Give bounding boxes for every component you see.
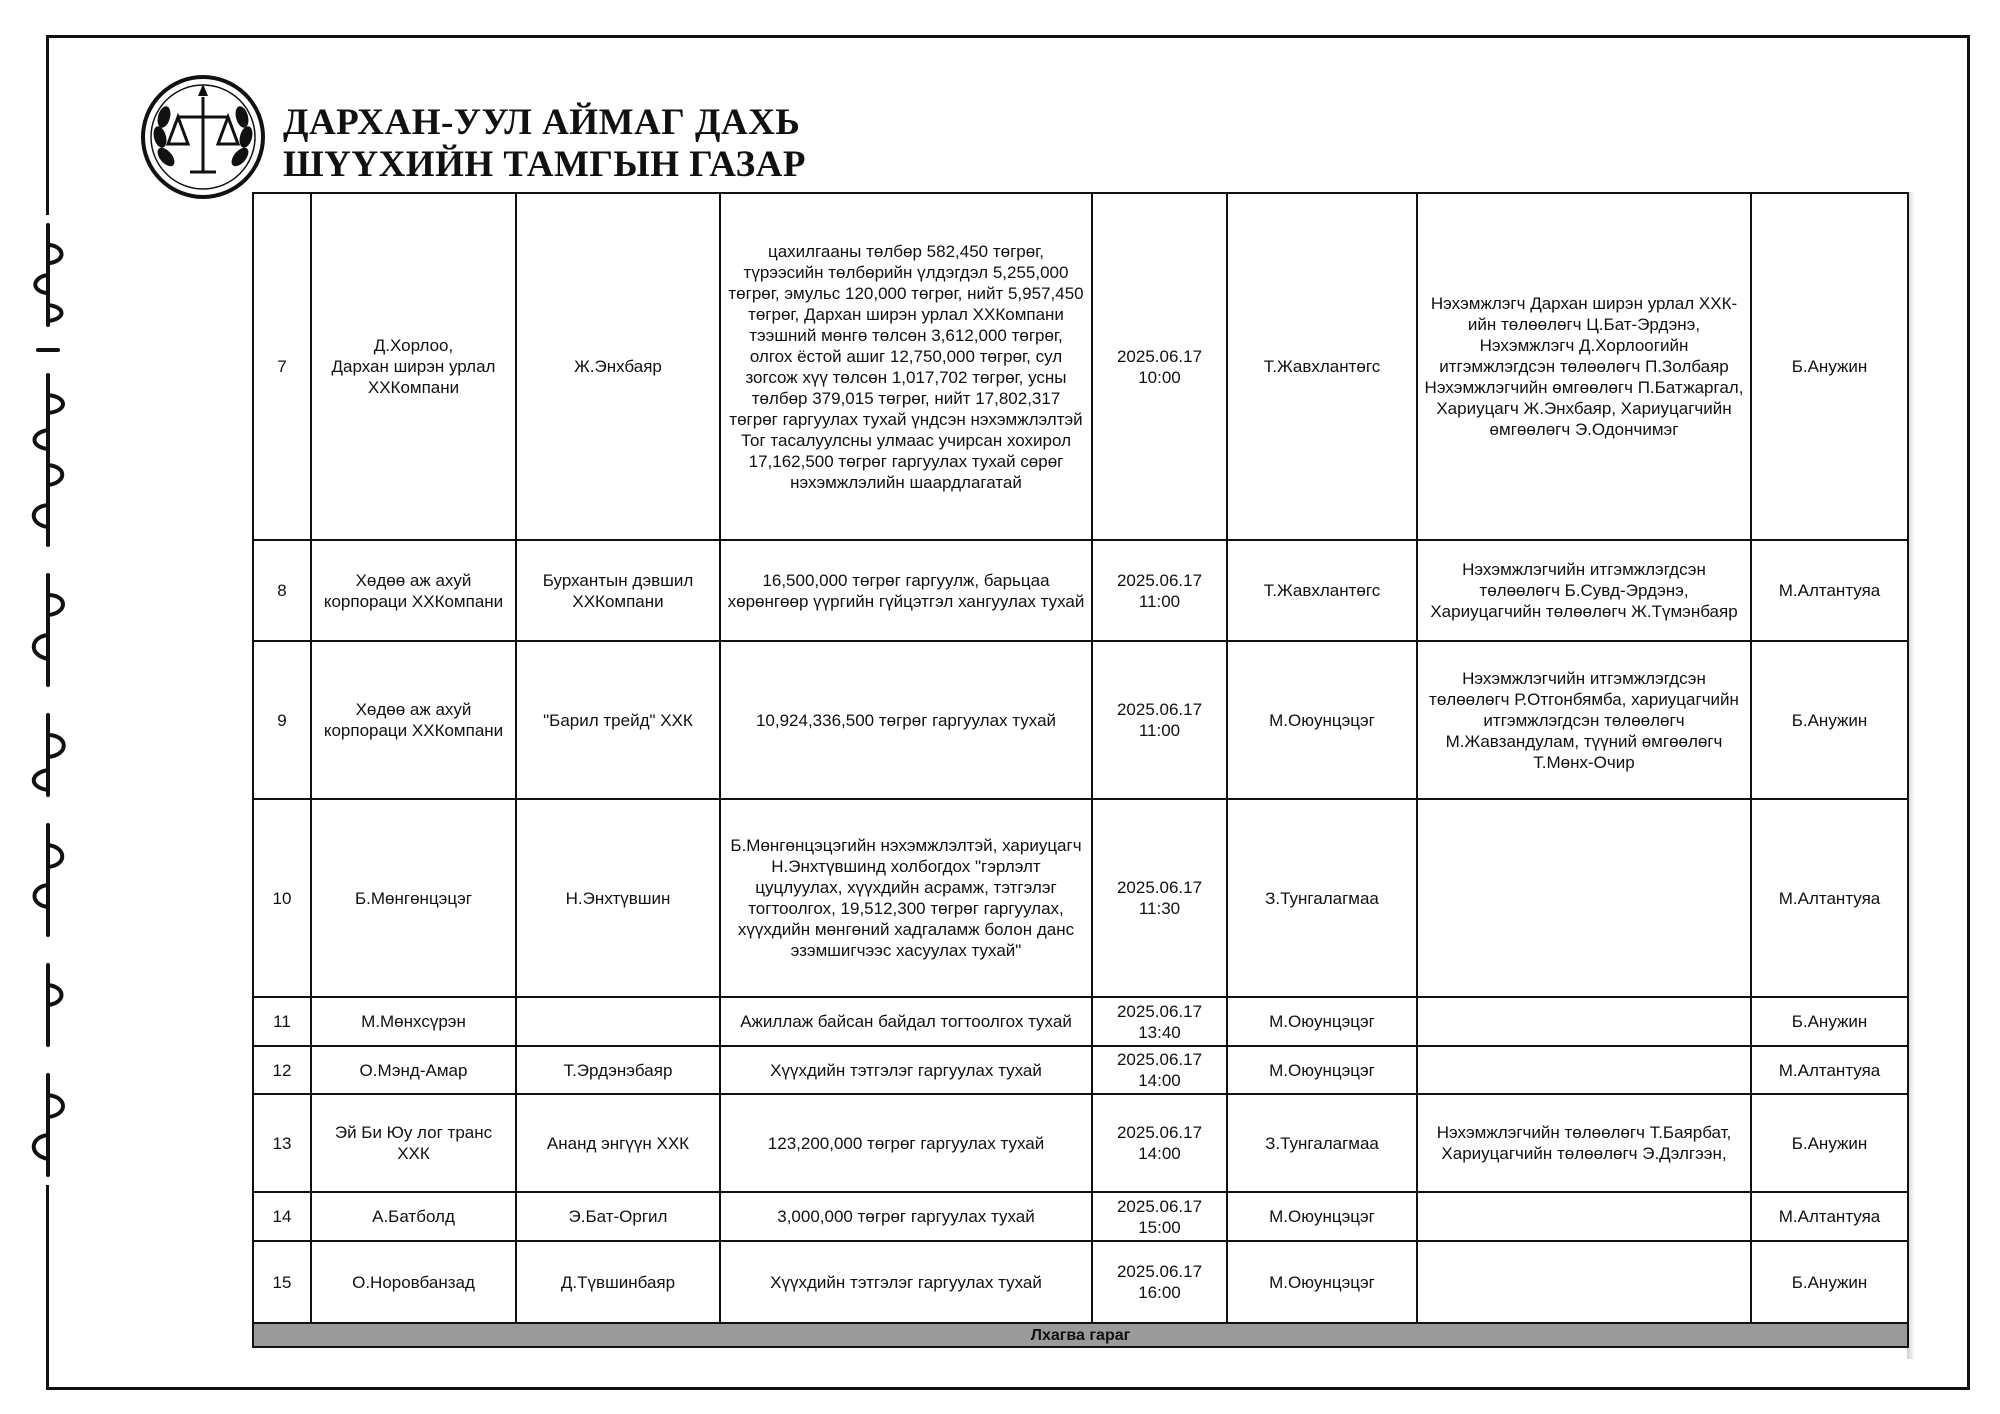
court-clerk: Б.Анужин bbox=[1751, 193, 1908, 540]
claim: Б.Мөнгөнцэцэгийн нэхэмжлэлтэй, хариуцагч Н.Энхтүвшинд холбогдох "гэрлэлт цуцлуулах, хүүхдийн асрамж, тэтгэлэг тогтоолгох, 19,512,300 төгрөг гаргуулах, хүүхдийн мөнгөний хадгаламж болон данс эзэмшигчээс хасуулах тухай" bbox=[720, 799, 1092, 997]
judge: М.Оюунцэцэг bbox=[1227, 997, 1417, 1046]
defendant: Д.Түвшинбаяр bbox=[516, 1241, 720, 1323]
title-line-1: ДАРХАН-УУЛ АЙМАГ ДАХЬ bbox=[283, 102, 801, 143]
judge: М.Оюунцэцэг bbox=[1227, 641, 1417, 799]
table-row bbox=[253, 540, 1908, 641]
judge: Т.Жавхлантөгс bbox=[1227, 540, 1417, 641]
court-clerk: М.Алтантуяа bbox=[1751, 799, 1908, 997]
case-number: 7 bbox=[253, 193, 311, 540]
table-row bbox=[253, 193, 1908, 540]
participants bbox=[1417, 1192, 1751, 1241]
title-line-2: ШҮҮХИЙН ТАМГЫН ГАЗАР bbox=[283, 144, 806, 185]
defendant: Н.Энхтүвшин bbox=[516, 799, 720, 997]
plaintiff: Хөдөө аж ахуй корпораци ХХКомпани bbox=[311, 540, 516, 641]
table-row bbox=[253, 1094, 1908, 1192]
day-separator-row bbox=[253, 1323, 1908, 1347]
plaintiff: Д.Хорлоо, Дархан ширэн урлал ХХКомпани bbox=[311, 193, 516, 540]
plaintiff: Эй Би Юу лог транс ХХК bbox=[311, 1094, 516, 1192]
hearing-datetime: 2025.06.17 15:00 bbox=[1092, 1192, 1227, 1241]
court-schedule-table bbox=[252, 192, 1909, 1348]
plaintiff: Б.Мөнгөнцэцэг bbox=[311, 799, 516, 997]
case-number: 14 bbox=[253, 1192, 311, 1241]
plaintiff: М.Мөнхсүрэн bbox=[311, 997, 516, 1046]
case-number: 13 bbox=[253, 1094, 311, 1192]
hearing-datetime: 2025.06.17 14:00 bbox=[1092, 1094, 1227, 1192]
table-row bbox=[253, 1192, 1908, 1241]
participants bbox=[1417, 1241, 1751, 1323]
weekday-label: Лхагва гараг bbox=[253, 1323, 1908, 1347]
judge: Т.Жавхлантөгс bbox=[1227, 193, 1417, 540]
hearing-datetime: 2025.06.17 11:00 bbox=[1092, 540, 1227, 641]
claim: 16,500,000 төгрөг гаргуулж, барьцаа хөрөнгөөр үүргийн гүйцэтгэл хангуулах тухай bbox=[720, 540, 1092, 641]
participants bbox=[1417, 997, 1751, 1046]
table-row bbox=[253, 997, 1908, 1046]
judge: З.Тунгалагмаа bbox=[1227, 1094, 1417, 1192]
plaintiff: О.Норовбанзад bbox=[311, 1241, 516, 1323]
court-clerk: М.Алтантуяа bbox=[1751, 1192, 1908, 1241]
claim: Ажиллаж байсан байдал тогтоолгох тухай bbox=[720, 997, 1092, 1046]
table-row bbox=[253, 799, 1908, 997]
claim: Хүүхдийн тэтгэлэг гаргуулах тухай bbox=[720, 1046, 1092, 1094]
claim: 10,924,336,500 төгрөг гаргуулах тухай bbox=[720, 641, 1092, 799]
court-clerk: Б.Анужин bbox=[1751, 641, 1908, 799]
judge: М.Оюунцэцэг bbox=[1227, 1046, 1417, 1094]
defendant: "Барил трейд" ХХК bbox=[516, 641, 720, 799]
participants bbox=[1417, 1046, 1751, 1094]
plaintiff: Хөдөө аж ахуй корпораци ХХКомпани bbox=[311, 641, 516, 799]
defendant bbox=[516, 997, 720, 1046]
defendant: Бурхантын дэвшил ХХКомпани bbox=[516, 540, 720, 641]
case-number: 15 bbox=[253, 1241, 311, 1323]
plaintiff: А.Батболд bbox=[311, 1192, 516, 1241]
court-emblem-icon bbox=[138, 72, 268, 202]
judge: З.Тунгалагмаа bbox=[1227, 799, 1417, 997]
case-number: 12 bbox=[253, 1046, 311, 1094]
case-number: 11 bbox=[253, 997, 311, 1046]
participants bbox=[1417, 799, 1751, 997]
case-number: 9 bbox=[253, 641, 311, 799]
court-clerk: М.Алтантуяа bbox=[1751, 1046, 1908, 1094]
claim: цахилгааны төлбөр 582,450 төгрөг, түрээсийн төлбөрийн үлдэгдэл 5,255,000 төгрөг, эмульс 120,000 төгрөг, нийт 5,957,450 төгрөг, Дархан ширэн урлал ХХКомпани тээшний мөнгө төлсөн 3,612,000 төгрөг, олгох ёстой ашиг 12,750,000 төгрөг, сул зогсож хүү төлсөн 1,017,702 төгрөг, усны төлбөр 379,015 төгрөг, нийт 17,802,317 төгрөг гаргуулах тухай үндсэн нэхэмжлэлтэй Тог тасалуулсны улмаас учирсан хохирол 17,162,500 төгрөг гаргуулах тухай сөрөг нэхэмжлэлийн шаардлагатай bbox=[720, 193, 1092, 540]
court-clerk: Б.Анужин bbox=[1751, 1094, 1908, 1192]
hearing-datetime: 2025.06.17 10:00 bbox=[1092, 193, 1227, 540]
court-clerk: Б.Анужин bbox=[1751, 1241, 1908, 1323]
table-row bbox=[253, 641, 1908, 799]
participants: Нэхэмжлэгчийн итгэмжлэгдсэн төлөөлөгч Б.Сувд-Эрдэнэ, Хариуцагчийн төлөөлөгч Ж.Түмэнбаяр bbox=[1417, 540, 1751, 641]
case-number: 8 bbox=[253, 540, 311, 641]
page-header bbox=[138, 72, 938, 202]
case-number: 10 bbox=[253, 799, 311, 997]
page-title bbox=[283, 102, 806, 186]
table-row bbox=[253, 1241, 1908, 1323]
plaintiff: О.Мэнд-Амар bbox=[311, 1046, 516, 1094]
claim: Хүүхдийн тэтгэлэг гаргуулах тухай bbox=[720, 1241, 1092, 1323]
claim: 3,000,000 төгрөг гаргуулах тухай bbox=[720, 1192, 1092, 1241]
defendant: Э.Бат-Оргил bbox=[516, 1192, 720, 1241]
defendant: Ж.Энхбаяр bbox=[516, 193, 720, 540]
defendant: Т.Эрдэнэбаяр bbox=[516, 1046, 720, 1094]
court-clerk: Б.Анужин bbox=[1751, 997, 1908, 1046]
defendant: Ананд энгүүн ХХК bbox=[516, 1094, 720, 1192]
claim: 123,200,000 төгрөг гаргуулах тухай bbox=[720, 1094, 1092, 1192]
judge: М.Оюунцэцэг bbox=[1227, 1241, 1417, 1323]
hearing-datetime: 2025.06.17 16:00 bbox=[1092, 1241, 1227, 1323]
hearing-datetime: 2025.06.17 13:40 bbox=[1092, 997, 1227, 1046]
vertical-mongolian-script bbox=[8, 215, 88, 1185]
table-row bbox=[253, 1046, 1908, 1094]
hearing-datetime: 2025.06.17 14:00 bbox=[1092, 1046, 1227, 1094]
hearing-datetime: 2025.06.17 11:00 bbox=[1092, 641, 1227, 799]
mongolian-script-image bbox=[8, 215, 88, 1185]
judge: М.Оюунцэцэг bbox=[1227, 1192, 1417, 1241]
participants: Нэхэмжлэгч Дархан ширэн урлал ХХК-ийн төлөөлөгч Ц.Бат-Эрдэнэ, Нэхэмжлэгч Д.Хорлоогийн итгэмжлэгдсэн төлөөлөгч П.Золбаяр Нэхэмжлэгчийн өмгөөлөгч П.Батжаргал, Хариуцагч Ж.Энхбаяр, Хариуцагчийн өмгөөлөгч Э.Одончимэг bbox=[1417, 193, 1751, 540]
participants: Нэхэмжлэгчийн итгэмжлэгдсэн төлөөлөгч Р.Отгонбямба, хариуцагчийн итгэмжлэгдсэн төлөөлөгч М.Жавзандулам, түүний өмгөөлөгч Т.Мөнх-Очир bbox=[1417, 641, 1751, 799]
court-clerk: М.Алтантуяа bbox=[1751, 540, 1908, 641]
participants: Нэхэмжлэгчийн төлөөлөгч Т.Баярбат, Хариуцагчийн төлөөлөгч Э.Дэлгээн, bbox=[1417, 1094, 1751, 1192]
hearing-datetime: 2025.06.17 11:30 bbox=[1092, 799, 1227, 997]
